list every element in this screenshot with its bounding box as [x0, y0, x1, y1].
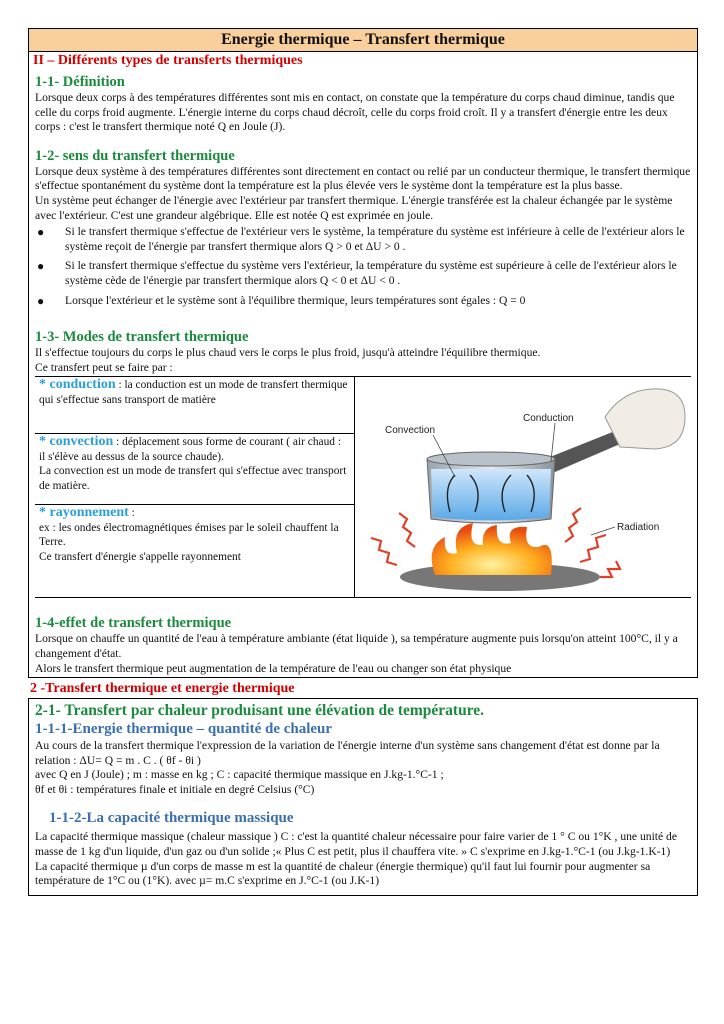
section-1-3-p2: Ce transfert peut se faire par : [35, 360, 173, 374]
section-1-4-p1: Lorsque on chauffe un quantité de l'eau à température ambiante (état liquide ), sa température augmente puis lorsqu'on atteint 100°C, il y a changement d'état. [35, 632, 678, 660]
bullet-icon: ● [37, 293, 45, 308]
pot-on-fire-image [355, 377, 691, 595]
conduction-cell: * conduction : la conduction est un mode de transfert thermique qui s'effectue sans transport de matière [35, 377, 354, 434]
modes-text-column [35, 377, 355, 597]
section-1-1-2-heading: 1-1-2-La capacité thermique massique [49, 810, 294, 827]
page-title: Energie thermique – Transfert thermique [28, 28, 698, 52]
section-1-1-heading: 1-1- Définition [35, 74, 125, 90]
part2-frame [28, 698, 698, 896]
section-2-1-p5: La capacité thermique µ d'un corps de masse m est la quantité de chaleur (énergie thermique) qu'il faut lui fournir pour augmenter sa température de 1°C ou (1°K). avec µ= m.C s'exprime en J.°C-1 (ou J.K-1) [35, 859, 651, 888]
part1-frame [28, 52, 698, 678]
rayonnement-cell: * rayonnement : ex : les ondes électromagnétiques émises par le soleil chauffent la Terre. Ce transfert d'énergie s'appelle rayonnement [35, 505, 354, 597]
rayonnement-text2: Ce transfert d'énergie s'appelle rayonnement [39, 550, 241, 563]
heat-transfer-illustration [355, 377, 691, 597]
rayonnement-label: * rayonnement [39, 505, 129, 521]
radiation-image-label: Radiation [617, 522, 660, 534]
section-1-3-p1: Il s'effectue toujours du corps le plus chaud vers le corps le plus froid, jusqu'à atteindre l'équilibre thermique. [35, 346, 541, 360]
section-1-1-text: Lorsque deux corps à des températures différentes sont mis en contact, on constate que la température du corps chaud diminue, tandis que celle du corps froid augmente. L'énergie interne du corps chaud décroît, celle du corps froid croît. Il y a transfert d'énergie entre les deux corps : c'est le transfert thermique noté Q en Joule (J). [35, 91, 675, 134]
section-2-1-p2: avec Q en J (Joule) ; m : masse en kg ; C : capacité thermique massique en J.kg-1.°C-1 ; [35, 768, 444, 782]
section-1-2-heading: 1-2- sens du transfert thermique [35, 147, 235, 164]
list-item: ● Si le transfert thermique s'effectue du système vers l'extérieur, la température du système est supérieure à celle de l'extérieur alors le système cède de l'énergie par transfert thermique alors Q < 0 et ΔU < 0 . [37, 259, 677, 287]
conduction-label: * conduction [39, 377, 116, 393]
section-2-1-p1: Au cours de la transfert thermique l'expression de la variation de l'énergie interne d'un système sans changement d'état est donne par la relation : ΔU= Q = m . C . ( θf - θi ) [35, 739, 660, 767]
fire-shape [432, 523, 552, 575]
bullet-icon: ● [37, 259, 45, 274]
pot-rim [427, 452, 555, 466]
hand-shape [605, 389, 685, 449]
convection-cell: * convection : déplacement sous forme de courant ( air chaud : il s'élève au dessus de la source chaude). La convection est un mode de transfert qui s'effectue avec transport de matière. [35, 434, 354, 505]
part2-heading: 2 -Transfert thermique et energie thermique [30, 681, 295, 697]
convection-label: * convection [39, 434, 114, 450]
bullet-icon: ● [37, 225, 45, 240]
section-1-2-bullets [35, 225, 691, 308]
section-1-2-p1: Lorsque deux système à des températures différentes sont directement en contact ou relié par un conducteur thermique, le transfert thermique s'effectue spontanément du système dont la température est la plus élevée vers le système dont la température est la plus basse. [35, 164, 691, 193]
section-1-3-heading: 1-3- Modes de transfert thermique [35, 329, 249, 346]
convection-image-label: Convection [385, 425, 436, 437]
water-shape [431, 469, 551, 521]
part1-heading: II – Différents types de transferts thermiques [33, 53, 303, 68]
rayonnement-text1: ex : les ondes électromagnétiques émises par le soleil chauffent la Terre. [39, 521, 339, 549]
list-item: ● Si le transfert thermique s'effectue de l'extérieur vers le système, la température du système est inférieure à celle de l'extérieur alors le système reçoit de l'énergie par transfert thermique alors Q > 0 et ΔU > 0 . [37, 225, 685, 253]
page [28, 28, 698, 896]
section-1-2-p2: Un système peut échanger de l'énergie avec l'extérieur par transfert thermique. L'énergie transférée est la chaleur échangée par le système avec l'extérieur. C'est une grandeur algébrique. Elle est notée Q est exprimée en joule. [35, 193, 673, 222]
section-2-1-p3: θf et θi : températures finale et initiale en degré Celsius (°C) [35, 782, 315, 796]
section-2-1-p4: La capacité thermique massique (chaleur massique ) C : c'est la quantité chaleur nécessaire pour faire varier de 1 ° C ou 1°K , une unité de masse de 1 kg d'un liquide, d'un gaz ou d'un solide ;« Plus C est petit, plus il chauffera vite. » C s'exprime en J.kg-1.°C-1 (ou J.kg-1.K-1) [35, 830, 678, 859]
section-1-4-heading: 1-4-effet de transfert thermique [35, 615, 232, 632]
convection-text2: La convection est un mode de transfert qui s'effectue avec transport de matière. [39, 465, 347, 492]
conduction-image-label: Conduction [523, 413, 574, 425]
list-item: ● Lorsque l'extérieur et le système sont à l'équilibre thermique, leurs températures sont égales : Q = 0 [37, 293, 526, 308]
section-1-1-1-heading: 1-1-1-Energie thermique – quantité de chaleur [35, 721, 333, 738]
modes-table [35, 376, 691, 598]
section-2-1-heading: 2-1- Transfert par chaleur produisant une élévation de température. [35, 702, 485, 720]
section-1-4-p2: Alors le transfert thermique peut augmentation de la température de l'eau ou changer son état physique [35, 661, 512, 675]
